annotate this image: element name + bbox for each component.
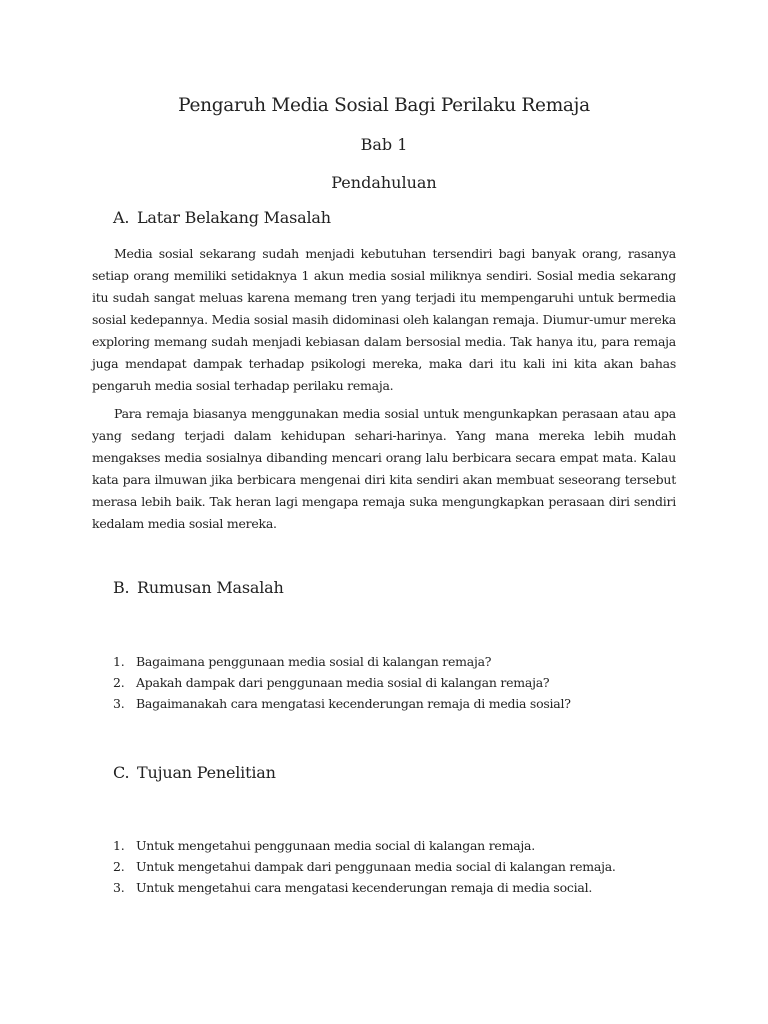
list-text: Apakah dampak dari penggunaan media sosial di kalangan remaja?: [136, 675, 550, 690]
list-number: 2.: [113, 859, 125, 874]
list-text: Untuk mengetahui cara mengatasi kecenderungan remaja di media social.: [136, 880, 593, 895]
list-number: 1.: [113, 838, 125, 853]
list-text: Untuk mengetahui penggunaan media social di kalangan remaja.: [136, 838, 535, 853]
section-heading-text: Rumusan Masalah: [137, 578, 284, 597]
list-number: 2.: [113, 675, 125, 690]
section-heading-text: Latar Belakang Masalah: [137, 208, 331, 227]
list-item: [113, 856, 616, 877]
list-item: [113, 877, 616, 898]
section-heading-rumusan-masalah: [113, 578, 284, 597]
list-text: Bagaimanakah cara mengatasi kecenderungan remaja di media sosial?: [136, 696, 571, 711]
section-heading-tujuan-penelitian: [113, 763, 276, 782]
list-item: [113, 835, 616, 856]
list-number: 3.: [113, 696, 125, 711]
list-text: Untuk mengetahui dampak dari penggunaan media social di kalangan remaja.: [136, 859, 616, 874]
list-item: [113, 672, 571, 693]
document-title: Pengaruh Media Sosial Bagi Perilaku Remaja: [178, 95, 590, 116]
list-number: 1.: [113, 654, 125, 669]
chapter-number: Bab 1: [360, 135, 408, 154]
section-letter: C.: [113, 763, 130, 782]
chapter-title: Pendahuluan: [331, 173, 437, 192]
section-heading-text: Tujuan Penelitian: [137, 763, 276, 782]
section-letter: B.: [113, 578, 130, 597]
rumusan-masalah-list: [113, 651, 571, 714]
tujuan-penelitian-list: [113, 835, 616, 898]
paragraph: Media sosial sekarang sudah menjadi kebutuhan tersendiri bagi banyak orang, rasanya setiap orang memiliki setidaknya 1 akun media sosial miliknya sendiri. Sosial media sekarang itu sudah sangat meluas karena memang tren yang terjadi itu mempengaruhi untuk bermedia sosial kedepannya. Media sosial masih didominasi oleh kalangan remaja. Diumur-umur mereka exploring memang sudah menjadi kebiasan dalam bersosial media. Tak hanya itu, para remaja juga mendapat dampak terhadap psikologi mereka, maka dari itu kali ini kita akan bahas pengaruh media sosial terhadap perilaku remaja.: [92, 246, 676, 393]
section-letter: A.: [113, 208, 130, 227]
list-item: [113, 693, 571, 714]
list-number: 3.: [113, 880, 125, 895]
paragraph: Para remaja biasanya menggunakan media sosial untuk mengunkapkan perasaan atau apa yang sedang terjadi dalam kehidupan sehari-harinya. Yang mana mereka lebih mudah mengakses media sosialnya dibanding mencari orang lalu berbicara secara empat mata. Kalau kata para ilmuwan jika berbicara mengenai diri kita sendiri akan membuat seseorang tersebut merasa lebih baik. Tak heran lagi mengapa remaja suka mengungkapkan perasaan diri sendiri kedalam media sosial mereka.: [92, 406, 676, 531]
list-item: [113, 651, 571, 672]
list-text: Bagaimana penggunaan media sosial di kalangan remaja?: [136, 654, 492, 669]
section-heading-latar-belakang: [113, 208, 331, 227]
